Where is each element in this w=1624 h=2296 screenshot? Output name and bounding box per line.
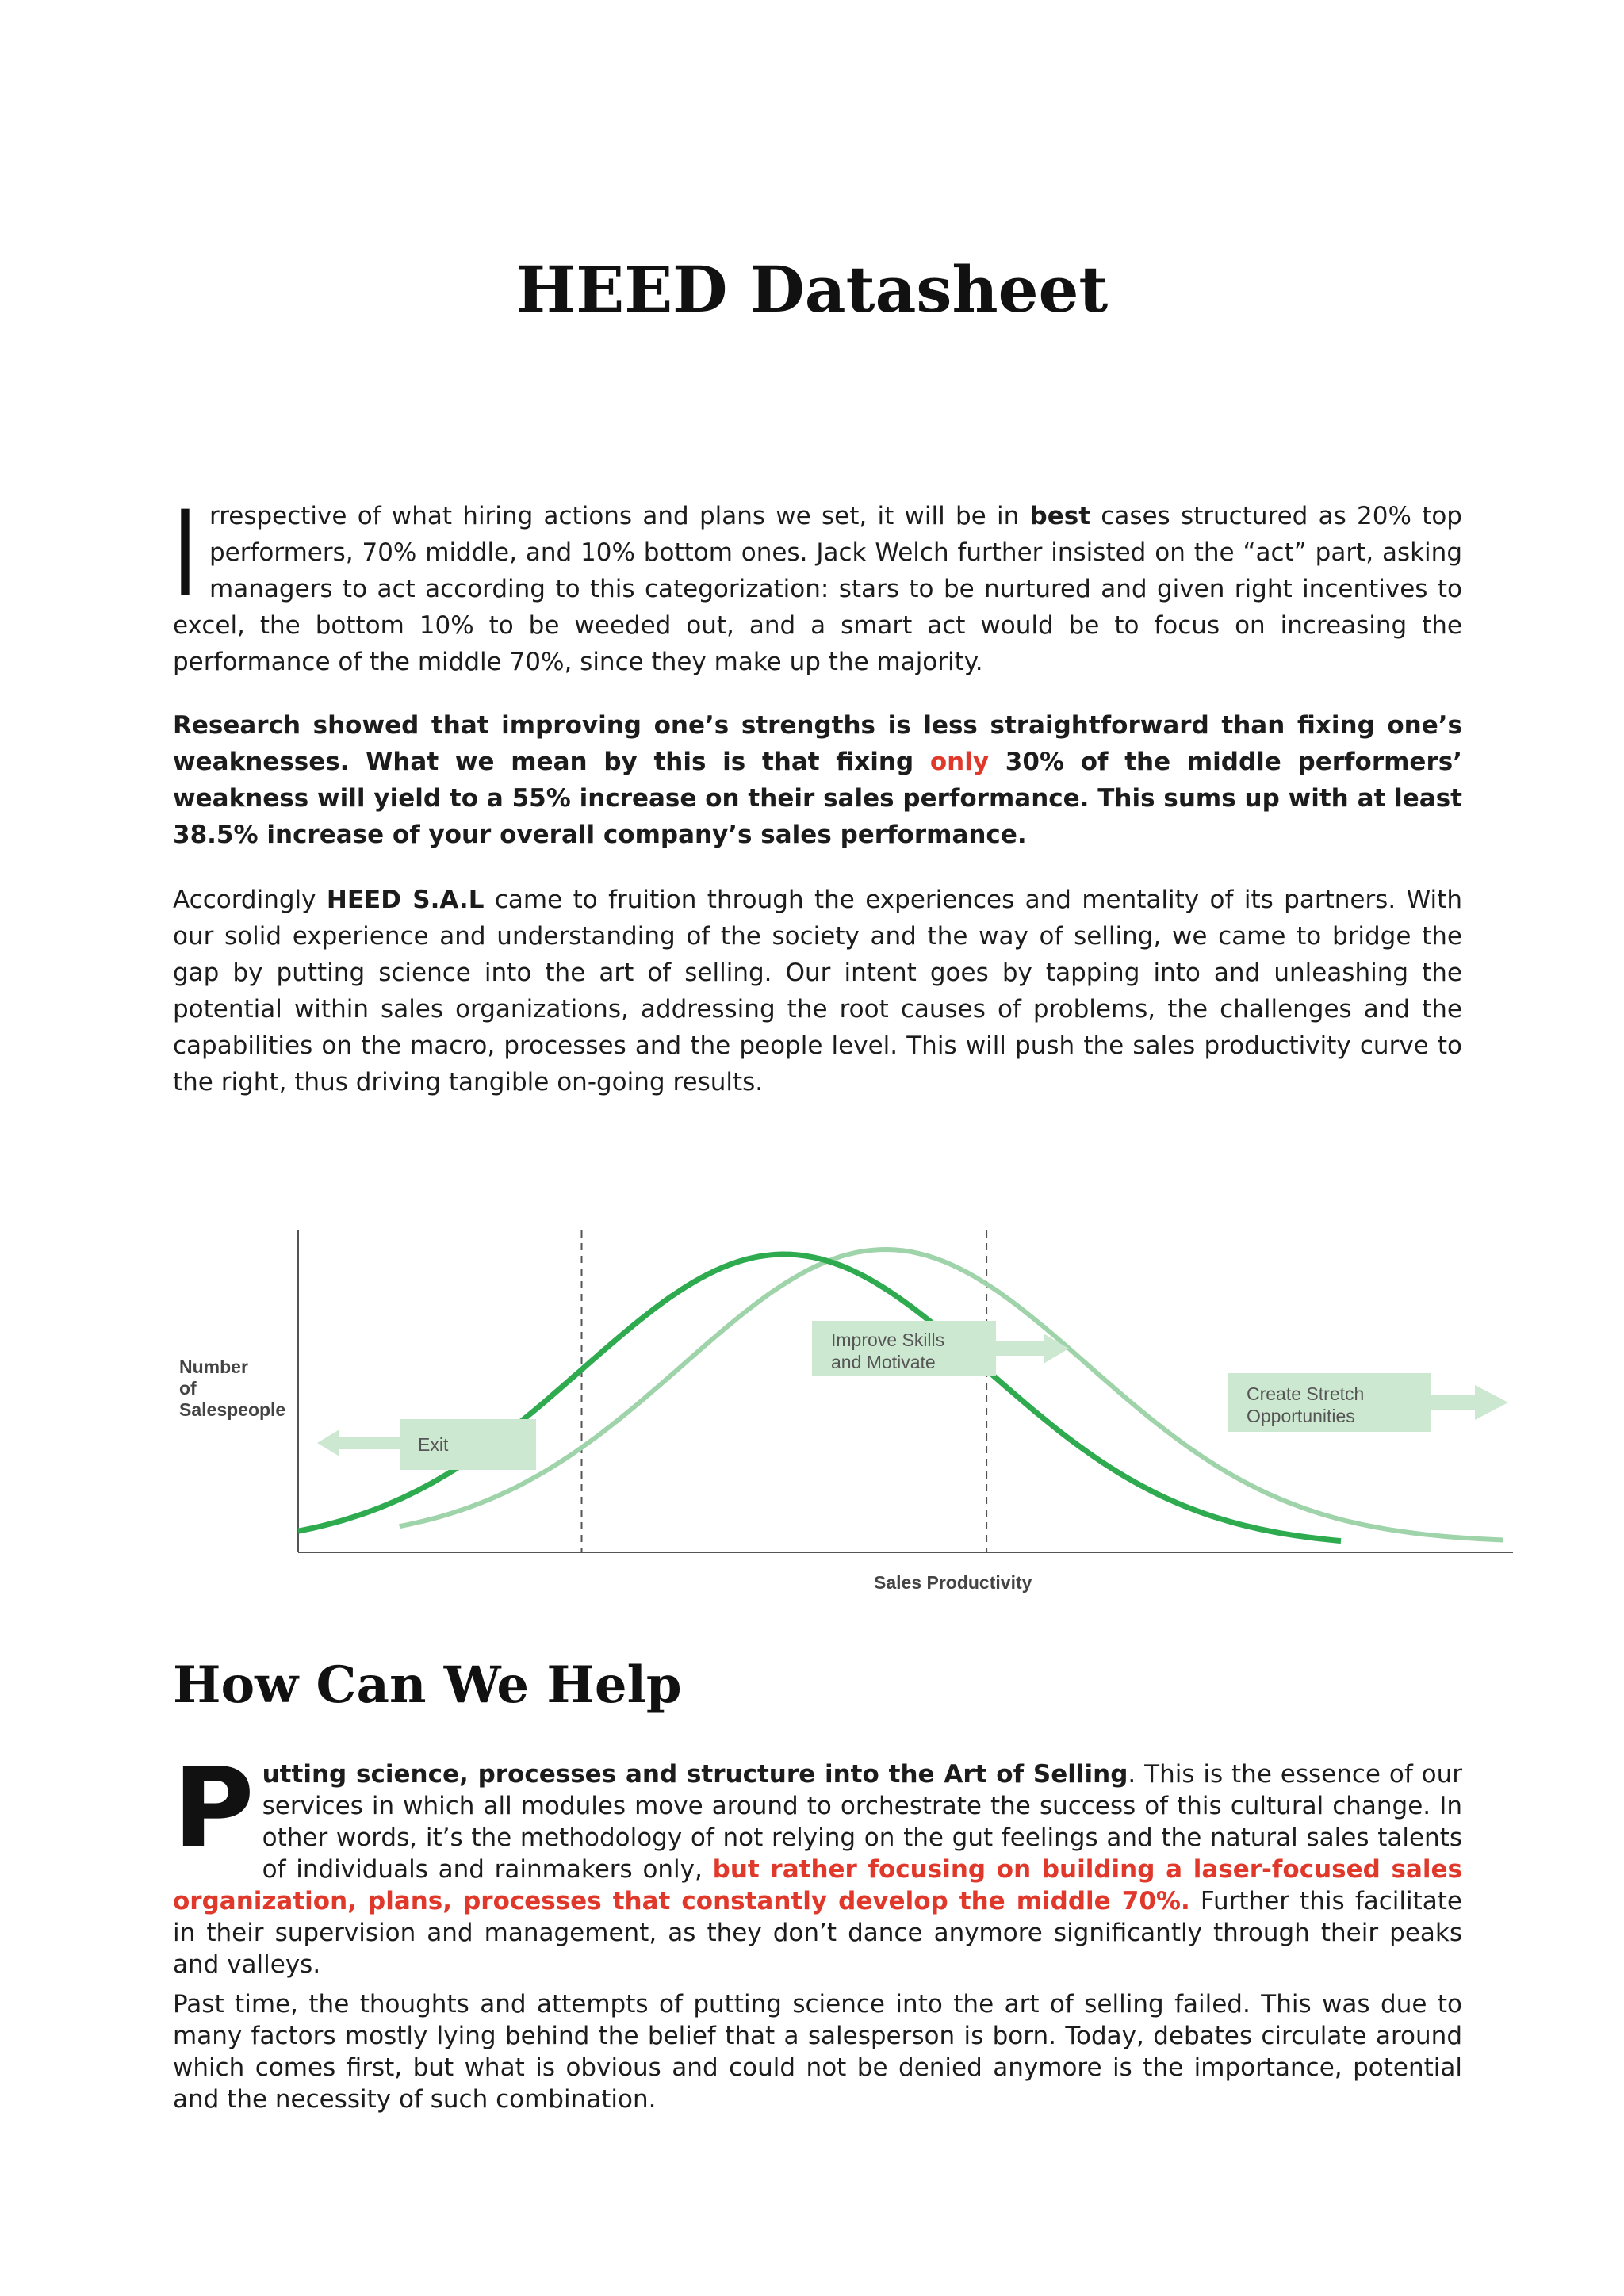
help-heading: How Can We Help xyxy=(173,1655,682,1715)
intro-p2-end: 30% of the middle performers’ weakness will yield to a 55% increase on their sales performance. This sums up with at least 38.5% increase of your overall company’s sales performance. xyxy=(173,748,1462,849)
intro-paragraph-1 xyxy=(173,486,1462,680)
intro-p1-end: cases structured as 20% top performers, 70% middle, and 10% bottom ones. Jack Welch further insisted on the “act” part, asking managers to act according to this categorization: stars to be nurtured and given right incentives to excel, the bottom 10% to be weeded out, and a smart act would be to focus on increasing the performance of the middle 70%, since they make up the majority. xyxy=(173,502,1462,676)
y-axis-label-line-1: Number xyxy=(179,1357,248,1377)
help-paragraph-2: Past time, the thoughts and attempts of putting science into the art of selling failed. This was due to many factors mostly lying behind the belief that a salesperson is born. Today, debates circulate around which comes first, but what is obvious and could not be denied anymore is the importance, potential and the necessity of such combination. xyxy=(173,1990,1462,2114)
help-p1-highlight: but rather focusing on building a laser-focused sales organization, plans, processes that constantly develop the middle 70%. xyxy=(173,1855,1462,1915)
stretch-label-line-2: Opportunities xyxy=(1247,1406,1355,1426)
dropcap-p: P xyxy=(173,1744,255,1873)
intro-p2-start: Research showed that improving one’s strengths is less straightforward than fixing one’s weaknesses. What we mean by this is that fixing xyxy=(173,711,1462,776)
y-axis-label-line-3: Salespeople xyxy=(179,1399,286,1420)
intro-p1-start: rrespective of what hiring actions and plans we set, it will be in xyxy=(209,502,1030,530)
improve-label-line-1: Improve Skills xyxy=(831,1330,945,1350)
exit-arrow xyxy=(317,1429,400,1456)
stretch-arrow xyxy=(1431,1385,1508,1420)
y-axis-label xyxy=(179,1357,285,1420)
productivity-chart xyxy=(159,1189,1570,1601)
intro-paragraph-2 xyxy=(173,707,1462,853)
x-axis-label: Sales Productivity xyxy=(874,1572,1032,1593)
y-axis-label-line-2: of xyxy=(179,1378,197,1399)
current-distribution-curve xyxy=(298,1254,1341,1541)
exit-annotation xyxy=(317,1419,536,1470)
help-p1-start: . This is the essence of our services in which all modules move around to orchestrate the success of this cultural change. In other words, it’s the methodology of not relying on the gut feelings and the natural sales talents of individuals and rainmakers only, xyxy=(262,1760,1462,1884)
exit-label: Exit xyxy=(418,1434,449,1455)
help-p1-bold: utting science, processes and structure into the Art of Selling xyxy=(262,1760,1128,1789)
intro-p1-bold: best xyxy=(1029,502,1091,530)
intro-p2-highlight: only xyxy=(929,748,990,776)
help-p1-end: Further this facilitate in their supervision and management, as they don’t dance anymore significantly through their peaks and valleys. xyxy=(173,1887,1462,1979)
intro-p3-start: Accordingly xyxy=(173,886,327,914)
page-title: HEED Datasheet xyxy=(515,252,1109,327)
stretch-label-line-1: Create Stretch xyxy=(1247,1383,1365,1404)
improve-annotation xyxy=(812,1321,1069,1376)
intro-p3-end: came to fruition through the experiences and mentality of its partners. With our solid experience and understanding of the society and the way of selling, we came to bridge the gap by putting science into the art of selling. Our intent goes by tapping into and unleashing the potential within sales organizations, addressing the root causes of problems, the challenges and the capabilities on the macro, processes and the people level. This will push the sales productivity curve to the right, thus driving tangible on-going results. xyxy=(173,886,1462,1096)
stretch-annotation xyxy=(1228,1373,1508,1432)
help-paragraph-1 xyxy=(173,1744,1462,1980)
dropcap-i: I xyxy=(173,486,197,624)
intro-paragraph-3 xyxy=(173,882,1462,1100)
intro-p3-bold: HEED S.A.L xyxy=(326,886,485,914)
improve-label-line-2: and Motivate xyxy=(831,1352,936,1372)
